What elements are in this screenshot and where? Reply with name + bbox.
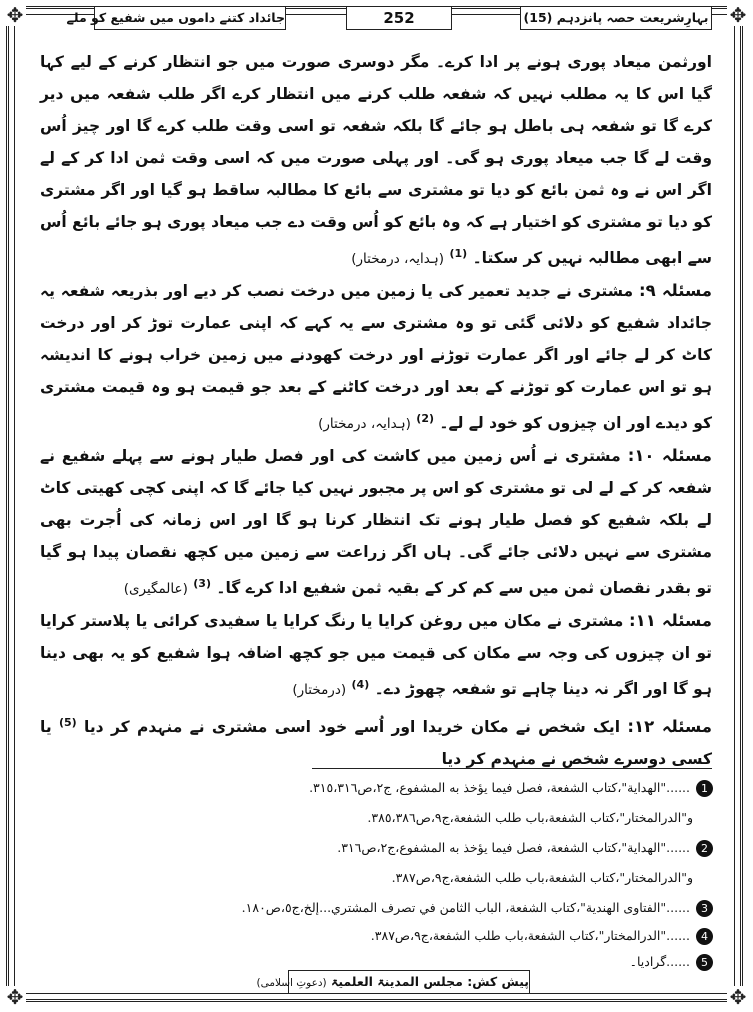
footnote-ref: (1) [449, 247, 468, 260]
source-citation: (عالمگیری) [123, 581, 188, 598]
footnote-number: 1 [696, 780, 713, 797]
corner-ornament-icon: ✥ [4, 986, 26, 1008]
footnote-number: 3 [696, 900, 713, 917]
masala-9 [40, 275, 712, 440]
book-title: بہارِشریعت حصہ پانزدہم (15) [520, 6, 712, 30]
footnote-ref: (4) [351, 678, 370, 692]
paragraph [40, 46, 712, 275]
paragraph-text: مشتری نے مکان میں روغن کرایا یا رنگ کرایا یا سفیدی کرائی یا پلاستر کرایا تو ان چیزوں کی وجہ سے مکان کی قیمت میں جو کچھ اضافہ ہوا شفیع کو یہ بھی دینا ہو گا اور اگر نہ دینا چاہے تو شفعہ چھوڑ دے۔ [40, 612, 712, 699]
paragraph-text: اورثمن میعاد پوری ہونے پر ادا کرے۔ مگر دوسری صورت میں جو انتظار کرنے کے لیے کہا گیا اس کا یہ مطلب نہیں کہ شفعہ طلب کرنے میں انتظار کرے اگر طلب شفعہ میں دیر کرے گا تو شفعہ ہی باطل ہو جائے گا بلکہ شفعہ تو اسی وقت طلب کرے گا اور چیز اُس وقت لے گا جب میعاد پوری ہو گی۔ اور پہلی صورت میں کہ اسی وقت ثمن ادا کر کے لے اگر اس نے وہ ثمن بائع کو دیا تو مشتری سے بائع کا مطالبہ ساقط ہو گیا اور اگر مشتری کو دیا تو مشتری کو اختیار ہے کہ وہ بائع کو اُس وقت دے جب میعاد پوری ہو جائے بائع اُس سے ابھی مطالبہ نہیں کر سکتا۔ [40, 53, 712, 268]
masala-12 [40, 707, 712, 775]
source-citation: (ہدایہ، درمختار) [318, 416, 411, 433]
masala-label: مسئلہ ۹: [638, 281, 712, 301]
footnote-text: ......"الفتاوى الهندية"،كتاب الشفعة، الباب الثامن في تصرف المشتري...إلخ،ج٥،ص١٨٠. [241, 900, 690, 915]
paragraph-text: ایک شخص نے مکان خریدا اور اُسے خود اسی مشتری نے منہدم کر دیا [84, 717, 621, 736]
footnote-text: ......"الدرالمختار"،كتاب الشفعة،باب طلب الشفعة،ج٩،ص٣٨٧. [370, 928, 690, 943]
masala-label: مسئلہ ۱۱: [629, 611, 713, 631]
source-citation: (ہدایہ، درمختار) [351, 251, 445, 268]
footnote-text: ......"الهداية"،كتاب الشفعة، فصل فيما يؤخذ به المشفوع، ج٢،ص٣١٥،٣١٦. [309, 780, 690, 795]
footnote-item [309, 778, 713, 798]
corner-ornament-icon: ✥ [727, 986, 749, 1008]
main-text [40, 46, 712, 775]
footnote-item [242, 898, 713, 918]
footnote-ref: (3) [193, 577, 211, 591]
footnote-text: ......"الهداية"،كتاب الشفعة، فصل فيما يؤخذ به المشفوع،ج٢،ص٣١٦. [337, 840, 690, 855]
footnote-item [392, 868, 693, 888]
footnote-item [367, 808, 693, 828]
masala-label: مسئلہ ۱۰: [627, 446, 712, 466]
masala-10 [40, 440, 712, 605]
footnote-text: و"الدرالمختار"،كتاب الشفعة،باب طلب الشفعة،ج٩،ص٣٨٧. [391, 870, 693, 885]
footnote-ref: (5) [58, 715, 77, 729]
footnote-text: و"الدرالمختار"،كتاب الشفعة،باب طلب الشفعة،ج٩،ص٣٨٥،٣٨٦. [367, 810, 693, 825]
publisher-box [256, 970, 530, 994]
footnote-text: ......گرادیا۔ [629, 954, 690, 969]
masala-label: مسئلہ ۱۲: [627, 716, 713, 736]
footnote-item [337, 838, 713, 858]
footnote-number: 4 [696, 928, 713, 945]
page-footer [40, 970, 712, 1004]
paragraph-text: مشتری نے جدید تعمیر کی یا زمین میں درخت نصب کر دیے اور بذریعہ شفعہ یہ جائداد شفیع کو دلائی گئی تو وہ مشتری سے یہ کہے کہ اپنی عمارت توڑ کر اور درخت کاٹ کر لے جائے اور اگر عمارت توڑنے اور درخت کھودنے میں زمین خراب ہونے کا اندیشہ ہو تو اس عمارت کو توڑنے کے بعد اور درخت کاٹنے کے بعد جو قیمت ہو وہ قیمت مشتری کو دیدے اور ان چیزوں کو خود لے لے۔ [40, 282, 712, 433]
corner-ornament-icon: ✥ [4, 4, 26, 26]
paragraph-text: مشتری نے اُس زمین میں کاشت کی اور فصل طیار ہونے سے پہلے شفیع نے شفعہ کر کے لے لی تو مشتری کو اس پر مجبور نہیں کیا جائے گا کہ اپنی کچی کھیتی کاٹ لے بلکہ شفیع کو فصل طیار ہونے تک انتظار کرنا ہو گا اور اس زمانہ کی اُجرت بھی مشتری سے نہیں دلائی جائے گی۔ ہاں اگر زراعت سے زمین میں کچھ نقصان پیدا ہو گیا تو بقدر نقصان ثمن میں سے کم کر کے بقیہ ثمن شفیع ادا کرے گا۔ [40, 447, 712, 598]
footnote-number: 5 [696, 954, 713, 971]
footnote-divider [312, 768, 712, 769]
page-header [40, 6, 712, 32]
masala-11 [40, 605, 712, 706]
source-citation: (درمختار) [292, 682, 347, 699]
publisher-name: مجلس المدینۃ العلمیۃ [331, 974, 463, 989]
footnote-item [630, 952, 713, 972]
paragraph-text-tail: یا کسی دوسرے شخص نے منہدم کر دیا [40, 717, 712, 768]
footnote-number: 2 [696, 840, 713, 857]
section-title: جائداد کتنے داموں میں شفیع کو ملے [94, 6, 286, 30]
page-number: 252 [346, 6, 452, 30]
corner-ornament-icon: ✥ [727, 4, 749, 26]
footnote-ref: (2) [416, 412, 434, 426]
publisher-org: (دعوتِ اسلامی) [256, 977, 327, 989]
footer-label: پیش کش: [467, 974, 529, 989]
footnote-item [371, 926, 713, 946]
